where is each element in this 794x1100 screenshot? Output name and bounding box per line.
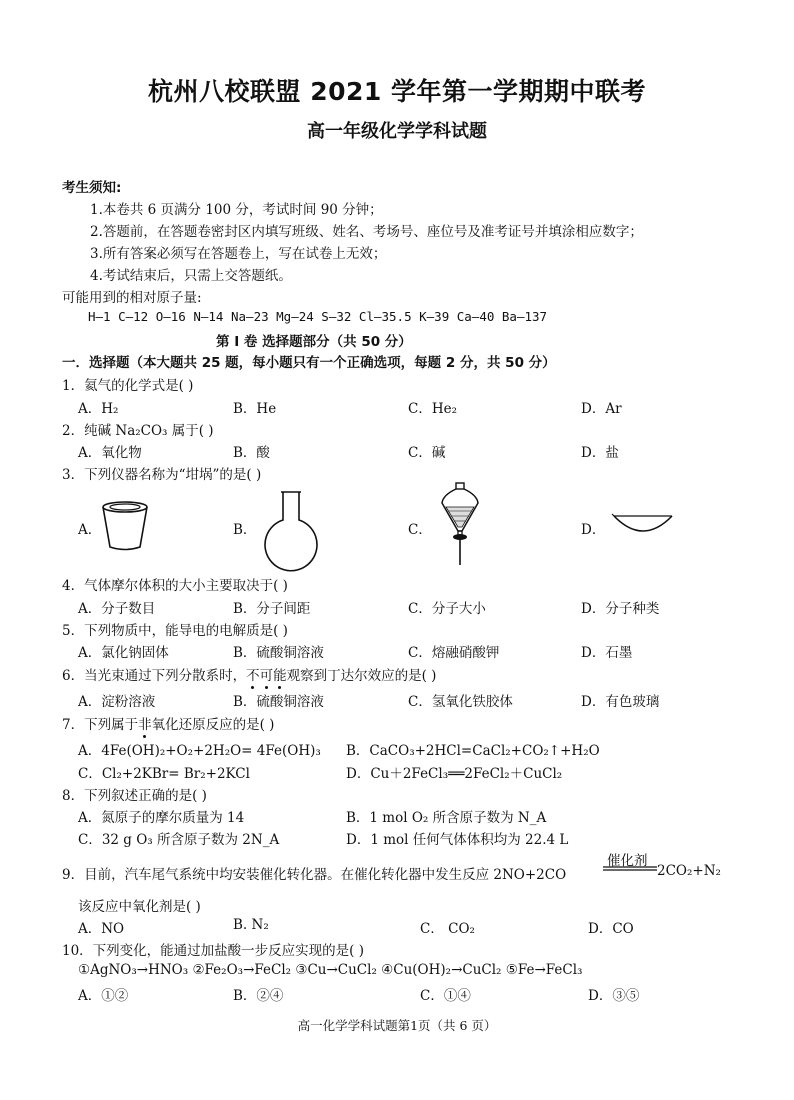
exam-subtitle: 高一年级化学学科试题 [307, 121, 487, 142]
q6-option-a: A．淀粉溶液 [78, 694, 156, 710]
q9-option-a: A．NO [78, 921, 125, 937]
q1-option-b: B．He [233, 401, 277, 417]
q9-stem: 9．目前，汽车尾气系统中均安装催化转化器。在催化转化器中发生反应 2NO+2CO [62, 867, 567, 883]
q10-option-d: D．③⑤ [588, 988, 640, 1004]
q1-option-c: C．He₂ [408, 401, 458, 417]
q6-stem-emphasis: 不 [246, 668, 260, 684]
q7-stem-post: 氧化还原反应的是( ) [151, 717, 275, 733]
q2-option-a: A．氧化物 [78, 445, 142, 461]
q2-stem: 2．纯碱 Na₂CO₃ 属于( ) [62, 423, 214, 439]
q1-stem: 1．氦气的化学式是( ) [62, 378, 194, 394]
q10-option-b: B．②④ [233, 988, 284, 1004]
notice-item-3: 3.所有答案必须写在答题卷上，写在试卷上无效； [90, 246, 387, 262]
q9-stem-question: 该反应中氧化剂是( ) [78, 899, 201, 915]
q5-option-b: B．硫酸铜溶液 [233, 645, 324, 661]
q4-option-b: B．分子间距 [233, 601, 311, 617]
q3-option-c: C． [408, 522, 432, 538]
q9-option-c: C． CO₂ [420, 921, 475, 937]
q7-stem [62, 713, 274, 733]
q10-option-c: C．①④ [420, 988, 471, 1004]
q10-option-a: A．①② [78, 988, 129, 1004]
page-footer: 高一化学学科试题第1页（共 6 页） [297, 1018, 497, 1033]
q5-stem: 5．下列物质中，能导电的电解质是( ) [62, 623, 288, 639]
q7-stem-emphasis: 非 [138, 717, 152, 733]
notice-item-1: 1.本卷共 6 页满分 100 分，考试时间 90 分钟； [90, 202, 383, 218]
q6-stem-pre: 6．当光束通过下列分散系时， [62, 668, 247, 684]
notice-item-4: 4.考试结束后，只需上交答题纸。 [90, 268, 292, 284]
notice-heading: 考生须知: [62, 180, 122, 196]
q3-option-d: D． [581, 522, 606, 538]
q6-option-d: D．有色玻璃 [581, 694, 660, 710]
q7-stem-pre: 7．下列属于 [62, 717, 139, 733]
q8-option-a: A．氮原子的摩尔质量为 14 [78, 810, 245, 826]
exam-title: 杭州八校联盟 2021 学年第一学期期中联考 [148, 77, 646, 106]
q1-option-d: D．Ar [581, 401, 622, 417]
q6-option-b: B．硫酸铜溶液 [233, 694, 324, 710]
q7-option-c: C．Cl₂+2KBr= Br₂+2KCl [78, 766, 250, 782]
q9-products: 2CO₂+N₂ [657, 863, 721, 879]
q6-stem-emphasis: 可 [259, 668, 274, 684]
q8-option-d: D．1 mol 任何气体体积均为 22.4 L [346, 832, 569, 848]
atomic-mass-heading: 可能用到的相对原子量: [62, 290, 202, 306]
q5-option-c: C．熔融硝酸钾 [408, 645, 500, 661]
q5-option-d: D．石墨 [581, 645, 633, 661]
q8-option-b: B．1 mol O₂ 所含原子数为 N_A [346, 810, 547, 826]
q8-option-c: C．32 g O₃ 所含原子数为 2N_A [78, 832, 280, 848]
section-heading: 一．选择题（本大题共 25 题，每小题只有一个正确选项，每题 2 分，共 50 分） [62, 355, 556, 371]
q1-option-a: A．H₂ [78, 401, 119, 417]
q6-stem [62, 664, 436, 684]
q4-option-d: D．分子种类 [581, 601, 660, 617]
crucible-icon [100, 500, 150, 552]
q10-stem: 10．下列变化，能通过加盐酸一步反应实现的是( ) [62, 943, 365, 959]
q2-option-d: D．盐 [581, 445, 619, 461]
q9-catalyst-label: 催化剂 [607, 853, 648, 869]
q4-stem: 4．气体摩尔体积的大小主要取决于( ) [62, 578, 288, 594]
reaction-equals-sign [603, 866, 657, 872]
q6-stem-post: 观察到丁达尔效应的是( ) [286, 668, 437, 684]
q5-option-a: A．氯化钠固体 [78, 645, 169, 661]
q6-stem-emphasis: 能 [273, 668, 287, 684]
separatory-funnel-icon [438, 481, 482, 567]
q4-option-c: C．分子大小 [408, 601, 486, 617]
q7-option-b: B．CaCO₃+2HCl=CaCl₂+CO₂↑+H₂O [346, 743, 600, 759]
q7-option-d: D．Cu＋2FeCl₃══2FeCl₂＋CuCl₂ [346, 766, 563, 782]
q10-transformations: ①AgNO₃→HNO₃ ②Fe₂O₃→FeCl₂ ③Cu→CuCl₂ ④Cu(OH)₂→CuCl₂ ⑤Fe→FeCl₃ [78, 962, 583, 978]
round-bottom-flask-icon [262, 490, 320, 562]
q2-option-b: B．酸 [233, 445, 270, 461]
q3-option-b: B． [233, 522, 257, 538]
q8-stem: 8．下列叙述正确的是( ) [62, 788, 207, 804]
q9-option-b: B. N₂ [233, 917, 269, 933]
q4-option-a: A．分子数目 [78, 601, 156, 617]
q3-option-a: A． [78, 522, 102, 538]
q6-option-c: C．氢氧化铁胶体 [408, 694, 513, 710]
q2-option-c: C．碱 [408, 445, 446, 461]
q3-stem: 3．下列仪器名称为“坩埚”的是( ) [62, 467, 262, 483]
notice-item-2: 2.答题前，在答题卷密封区内填写班级、姓名、考场号、座位号及准考证号并填涂相应数字； [90, 224, 643, 240]
part-heading: 第 I 卷 选择题部分（共 50 分） [216, 334, 412, 350]
atomic-mass-list: H—1 C—12 O—16 N—14 Na—23 Mg—24 S—32 Cl—35.5 K—39 Ca—40 Ba—137 [88, 309, 548, 324]
q7-option-a: A．4Fe(OH)₂+O₂+2H₂O= 4Fe(OH)₃ [78, 743, 321, 759]
q9-option-d: D．CO [588, 921, 634, 937]
evaporating-dish-icon [612, 512, 674, 534]
